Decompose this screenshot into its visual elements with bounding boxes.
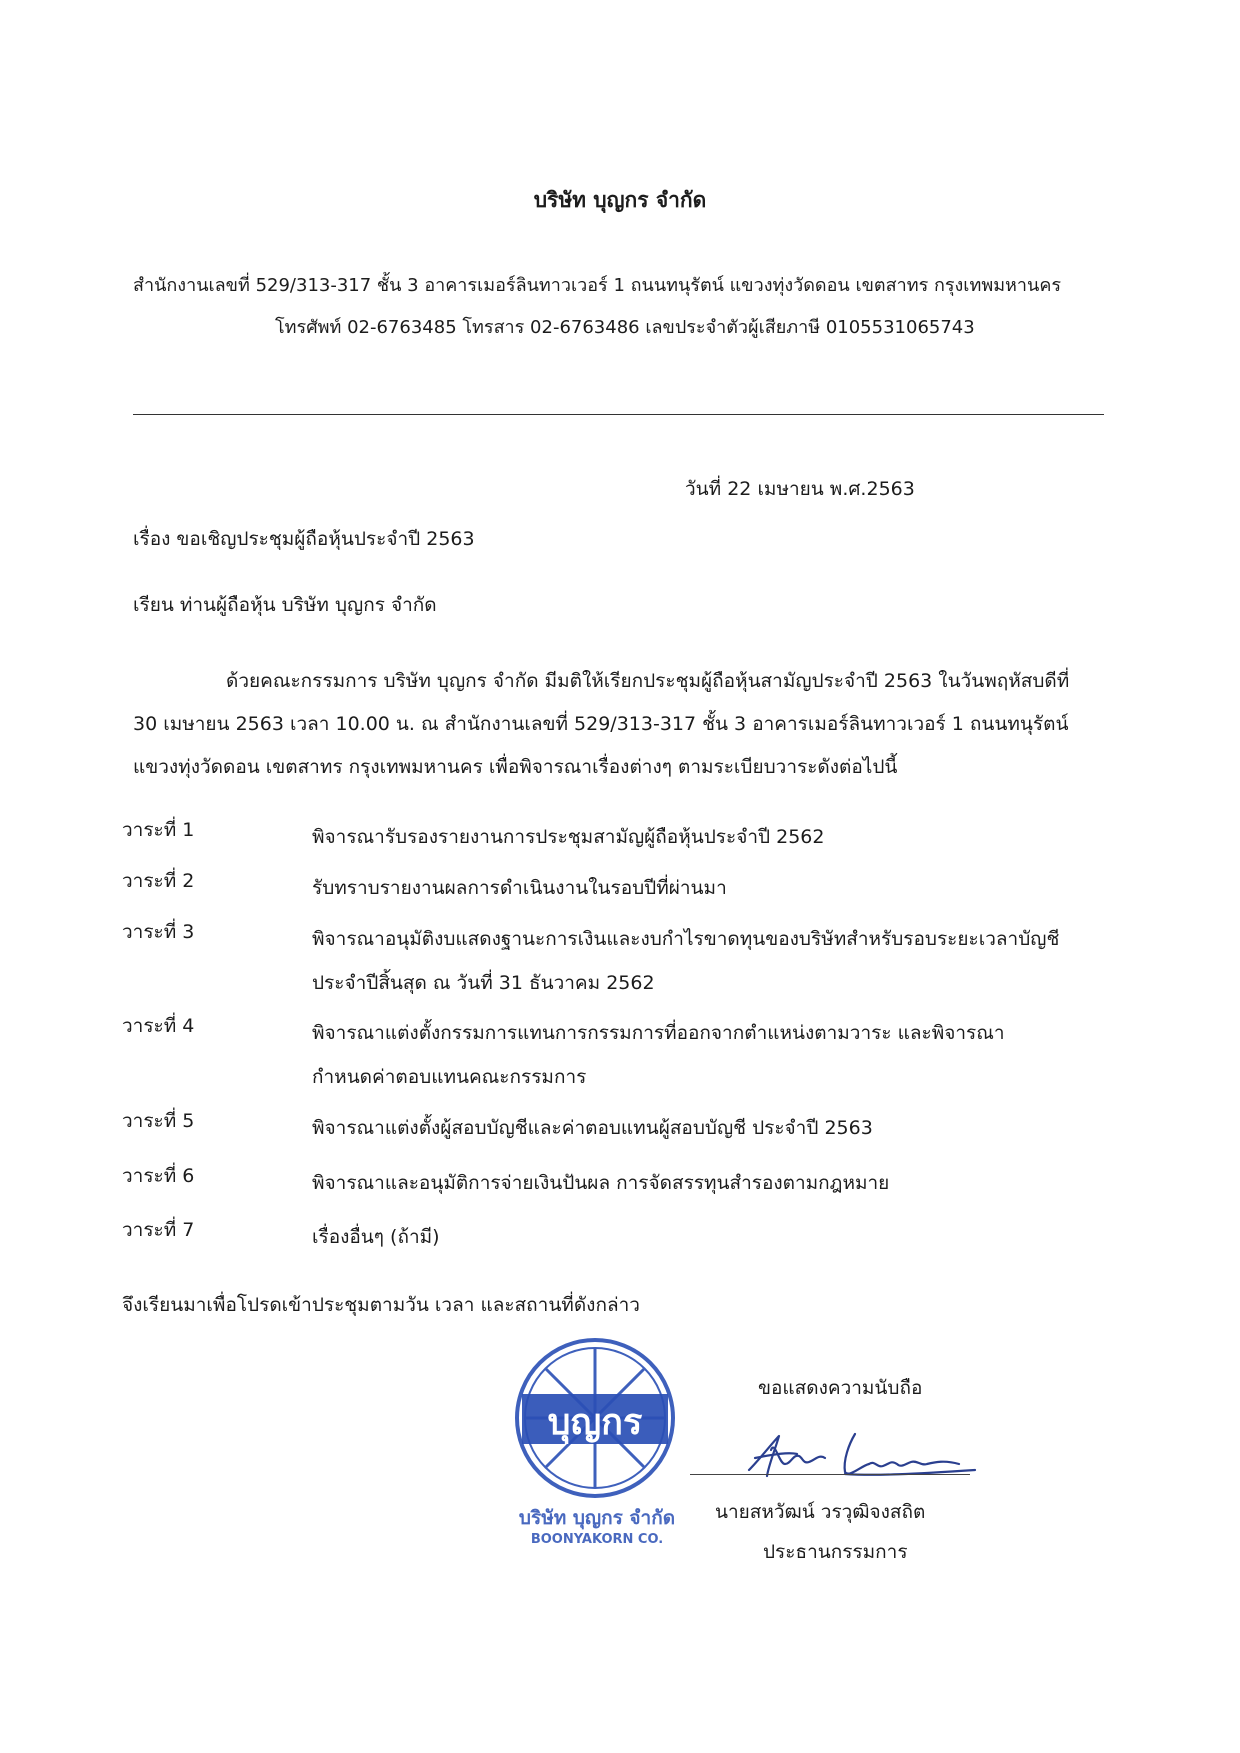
signer-title: ประธานกรรมการ — [763, 1541, 908, 1563]
body-line: ด้วยคณะกรรมการ บริษัท บุญกร จำกัด มีมติให้เรียกประชุมผู้ถือหุ้นสามัญประจำปี 2563 ในวันพฤหัสบดีที่ — [226, 670, 1070, 692]
body-line: แขวงทุ่งวัดดอน เขตสาทร กรุงเทพมหานคร เพื่อพิจารณาเรื่องต่างๆ ตามระเบียบวาระดังต่อไปนี้ — [133, 756, 898, 778]
stamp-graphic — [512, 1336, 682, 1556]
agenda-label: วาระที่ 5 — [122, 1110, 195, 1132]
closing-line: จึงเรียนมาเพื่อโปรดเข้าประชุมตามวัน เวลา และสถานที่ดังกล่าว — [122, 1294, 640, 1316]
stamp-english-text: BOONYAKORN CO. — [530, 1532, 664, 1547]
signer-name: นายสหวัฒน์ วรวุฒิจงสถิต — [715, 1501, 926, 1523]
regards-line: ขอแสดงความนับถือ — [758, 1377, 923, 1399]
agenda-text: กำหนดค่าตอบแทนคณะกรรมการ — [312, 1066, 587, 1088]
agenda-label: วาระที่ 7 — [122, 1219, 195, 1241]
stamp-bottom-text: บริษัท บุญกร จำกัด — [518, 1507, 676, 1529]
company-stamp — [512, 1336, 682, 1561]
letter-subject: เรื่อง ขอเชิญประชุมผู้ถือหุ้นประจำปี 2563 — [133, 528, 475, 550]
signature-graphic — [745, 1420, 985, 1490]
agenda-text: พิจารณาอนุมัติงบแสดงฐานะการเงินและงบกำไรขาดทุนของบริษัทสำหรับรอบระยะเวลาบัญชี — [312, 928, 1060, 950]
letter-body — [133, 660, 1123, 789]
contact-line: โทรศัพท์ 02-6763485 โทรสาร 02-6763486 เลขประจำตัวผู้เสียภาษี 0105531065743 — [275, 317, 975, 338]
agenda-label: วาระที่ 3 — [122, 921, 195, 943]
letter-salutation: เรียน ท่านผู้ถือหุ้น บริษัท บุญกร จำกัด — [133, 594, 437, 616]
agenda-label: วาระที่ 4 — [122, 1015, 195, 1037]
agenda-text: รับทราบรายงานผลการดำเนินงานในรอบปีที่ผ่านมา — [312, 877, 727, 899]
agenda-label: วาระที่ 1 — [122, 819, 195, 841]
body-line: 30 เมษายน 2563 เวลา 10.00 น. ณ สำนักงานเลขที่ 529/313-317 ชั้น 3 อาคารเมอร์ลินทาวเวอร์ 1 ถนนทนุรัตน์ — [133, 713, 1069, 735]
agenda-label: วาระที่ 2 — [122, 870, 195, 892]
stamp-center-text: บุญกร — [547, 1402, 643, 1443]
signature-line — [690, 1474, 970, 1475]
agenda-text: พิจารณาแต่งตั้งผู้สอบบัญชีและค่าตอบแทนผู้สอบบัญชี ประจำปี 2563 — [312, 1117, 873, 1139]
agenda-text: ประจำปีสิ้นสุด ณ วันที่ 31 ธันวาคม 2562 — [312, 972, 655, 994]
company-name: บริษัท บุญกร จำกัด — [533, 188, 707, 212]
signature — [745, 1420, 985, 1495]
letter-date: วันที่ 22 เมษายน พ.ศ.2563 — [685, 478, 915, 500]
agenda-label: วาระที่ 6 — [122, 1165, 195, 1187]
letterhead-divider — [133, 414, 1104, 415]
agenda-text: พิจารณาแต่งตั้งกรรมการแทนการกรรมการที่ออกจากตำแหน่งตามวาระ และพิจารณา — [312, 1022, 1005, 1044]
address-line: สำนักงานเลขที่ 529/313-317 ชั้น 3 อาคารเมอร์ลินทาวเวอร์ 1 ถนนทนุรัตน์ แขวงทุ่งวัดดอน เขตสาทร กรุงเทพมหานคร — [133, 275, 1062, 296]
agenda-text: พิจารณาและอนุมัติการจ่ายเงินปันผล การจัดสรรทุนสำรองตามกฎหมาย — [312, 1172, 890, 1194]
agenda-text: พิจารณารับรองรายงานการประชุมสามัญผู้ถือหุ้นประจำปี 2562 — [312, 826, 825, 848]
agenda-text: เรื่องอื่นๆ (ถ้ามี) — [312, 1226, 440, 1248]
